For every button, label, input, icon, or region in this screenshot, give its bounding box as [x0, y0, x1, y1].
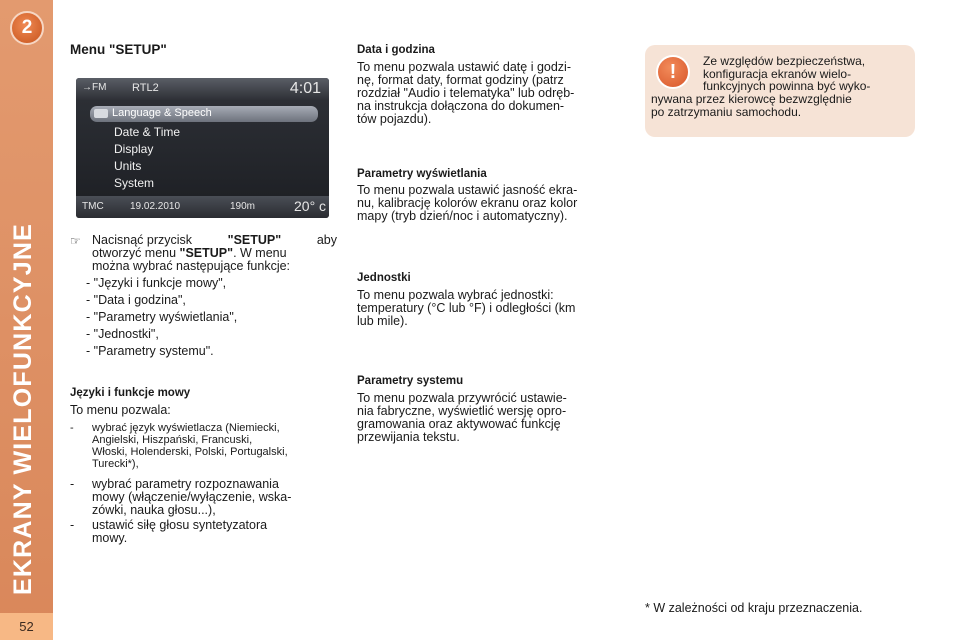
date-time-heading: Data i godzina	[357, 44, 435, 56]
display-params-text: To menu pozwala ustawić jasność ekra- nu, kalibrację kolorów ekranu oraz kolor mapy (tryb dzień/noc i automatyczny).	[357, 183, 578, 223]
languages-item-2: - wybrać parametry rozpoznawania mowy (włączenie/wyłączenie, wska- zówki, nauka głosu...),	[70, 477, 292, 517]
list-item: - "Jednostki",	[86, 327, 159, 341]
languages-heading: Języki i funkcje mowy	[70, 387, 191, 399]
menu-item: Display	[114, 142, 154, 156]
setup-options-list	[86, 276, 237, 361]
languages-item-1: - wybrać język wyświetlacza (Niemiecki, Angielski, Hiszpański, Francuski, Włoski, Holenderski, Polski, Portugalski, Turecki*),	[70, 422, 288, 470]
menu-setup-title: Menu "SETUP"	[70, 42, 167, 57]
units-text: To menu pozwala wybrać jednostki: temperatury (°C lub °F) i odległości (km lub mile).	[357, 288, 576, 328]
list-item: - "Parametry systemu".	[86, 344, 214, 358]
chapter-badge	[10, 11, 44, 45]
list-item: - "Parametry wyświetlania",	[86, 310, 238, 324]
chapter-number: 2	[21, 17, 33, 38]
station-label: RTL2	[132, 82, 159, 94]
clock-label: 4:01	[289, 80, 321, 97]
system-params-text: To menu pozwala przywrócić ustawie- nia fabryczne, wyświetlić wersję opro- gramowania oraz aktywować funkcję przewijania tekstu.	[357, 391, 567, 444]
speech-icon	[94, 109, 108, 118]
page-number: 52	[0, 613, 53, 640]
screen-menu	[76, 100, 329, 196]
screen-footer	[76, 196, 329, 218]
setup-intro: Nacisnąć przycisk "SETUP" aby otworzyć menu "SETUP". W menu można wybrać następujące funkcje:	[92, 233, 337, 273]
warning-text-top: Ze względów bezpieczeństwa, konfiguracja ekranów wielo- funkcyjnych powinna być wyko-	[703, 54, 871, 93]
menu-item: Date & Time	[114, 125, 181, 139]
footnote: * W zależności od kraju przeznaczenia.	[645, 601, 863, 615]
setup-screen-image	[76, 78, 329, 218]
warning-icon: !	[656, 55, 690, 89]
tmc-label: TMC	[82, 201, 104, 212]
section-title: EKRANY WIELOFUNKCYJNE	[9, 223, 37, 595]
languages-intro: To menu pozwala:	[70, 403, 171, 417]
distance-label: 190m	[230, 201, 256, 212]
date-time-text: To menu pozwala ustawić datę i godzi- nę, format daty, format godziny (patrz rozdział "Audio i telematyka" lub odręb- na instrukcja dołączona do dokumen- tów pojazdu).	[357, 60, 575, 126]
system-params-heading: Parametry systemu	[357, 375, 464, 387]
units-heading: Jednostki	[357, 272, 411, 284]
menu-item-selected	[90, 106, 318, 122]
safety-warning-box	[645, 45, 915, 137]
screen-status-bar	[76, 78, 329, 100]
date-label: 19.02.2010	[130, 201, 181, 212]
band-label: →FM	[82, 82, 107, 93]
pointer-icon: ☞	[70, 234, 81, 248]
list-item: - "Języki i funkcje mowy",	[86, 276, 227, 290]
menu-item: Units	[114, 159, 142, 173]
list-item: - "Data i godzina",	[86, 293, 186, 307]
menu-item: System	[114, 176, 155, 190]
menu-item-label: Language & Speech	[112, 107, 212, 119]
languages-item-3: - ustawić siłę głosu syntetyzatora mowy.	[70, 518, 268, 545]
warning-text-bottom: nywana przez kierowcę bezwzględnie po zatrzymaniu samochodu.	[651, 92, 852, 119]
display-params-heading: Parametry wyświetlania	[357, 168, 487, 180]
temperature-label: 20° c	[294, 198, 327, 214]
